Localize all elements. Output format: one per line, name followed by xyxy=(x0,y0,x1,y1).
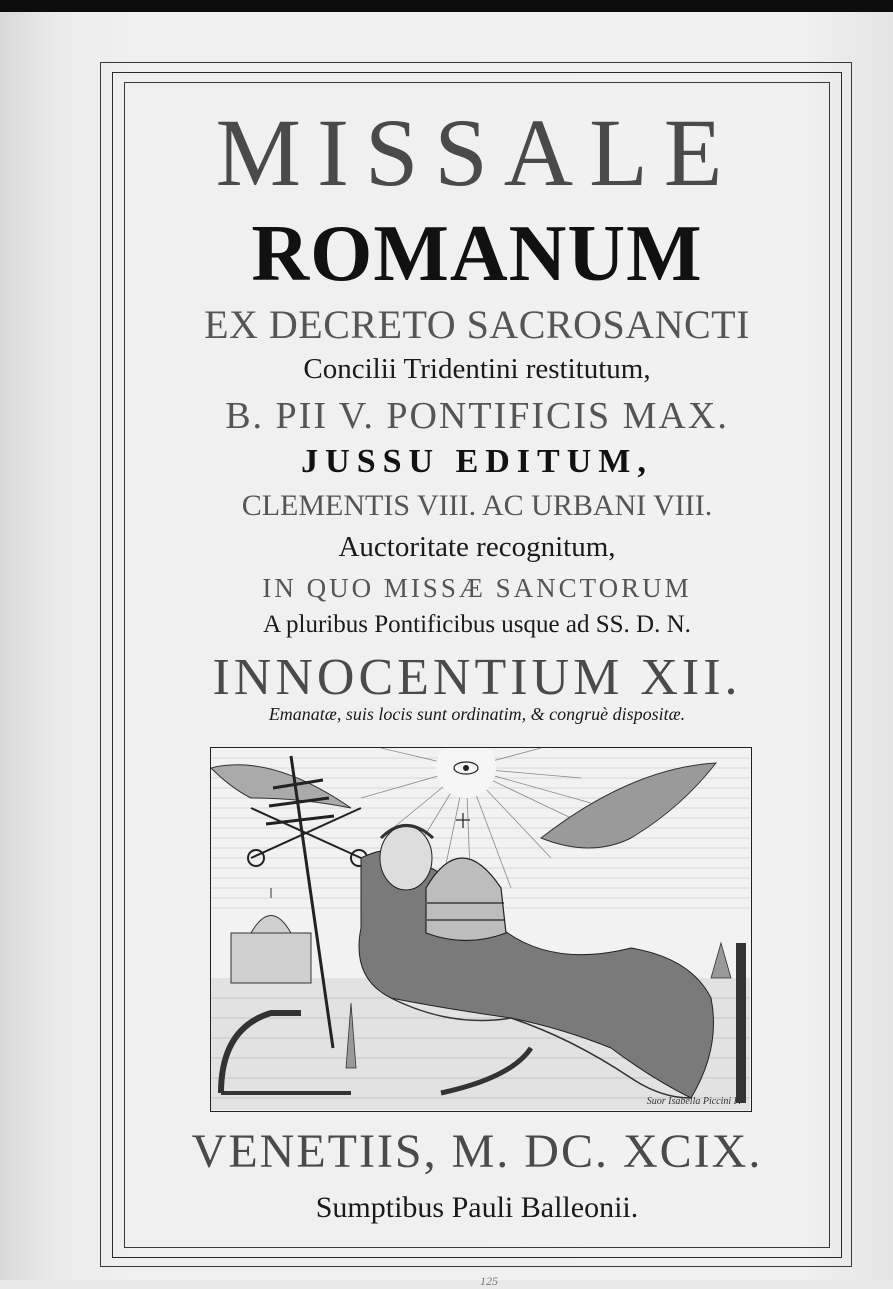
scan-top-edge xyxy=(0,0,893,12)
subtitle-innocentium: INNOCENTIUM XII. xyxy=(212,649,742,706)
subtitle-concilii: Concilii Tridentini restitutum, xyxy=(303,353,651,385)
crossed-keys-icon xyxy=(248,808,367,866)
angel-with-papal-tiara-illustration xyxy=(211,748,750,1110)
imprint-publisher: Sumptibus Pauli Balleonii. xyxy=(315,1191,639,1224)
papal-tiara-icon xyxy=(426,813,506,941)
subtitle-ex-decreto: EX DECRETO SACROSANCTI xyxy=(204,302,750,347)
subtitle-emanatae: Emanatæ, suis locis sunt ordinatim, & congruè dispositæ. xyxy=(268,704,686,724)
subtitle-auctoritate: Auctoritate recognitum, xyxy=(338,531,616,563)
title-page xyxy=(0,12,893,1288)
right-wing xyxy=(541,763,716,848)
frontispiece-engraving xyxy=(210,747,752,1112)
subtitle-a-pluribus: A pluribus Pontificibus usque ad SS. D. N. xyxy=(263,611,691,638)
title-missale: MISSALE xyxy=(215,99,739,206)
subtitle-clementis: CLEMENTIS VIII. AC URBANI VIII. xyxy=(241,489,713,522)
subtitle-jussu-editum: JUSSU EDITUM, xyxy=(301,443,653,480)
subtitle-pii-v: B. PII V. PONTIFICIS MAX. xyxy=(225,395,729,437)
folio-mark: 125 xyxy=(480,1274,498,1288)
subtitle-in-quo: IN QUO MISSÆ SANCTORUM xyxy=(262,573,692,603)
imprint-place-date: VENETIIS, M. DC. XCIX. xyxy=(191,1125,763,1178)
basilica-dome-icon xyxy=(231,888,311,983)
engraver-signature: Suor Isabella Piccini F. xyxy=(646,1096,741,1107)
title-romanum: ROMANUM xyxy=(251,210,703,298)
